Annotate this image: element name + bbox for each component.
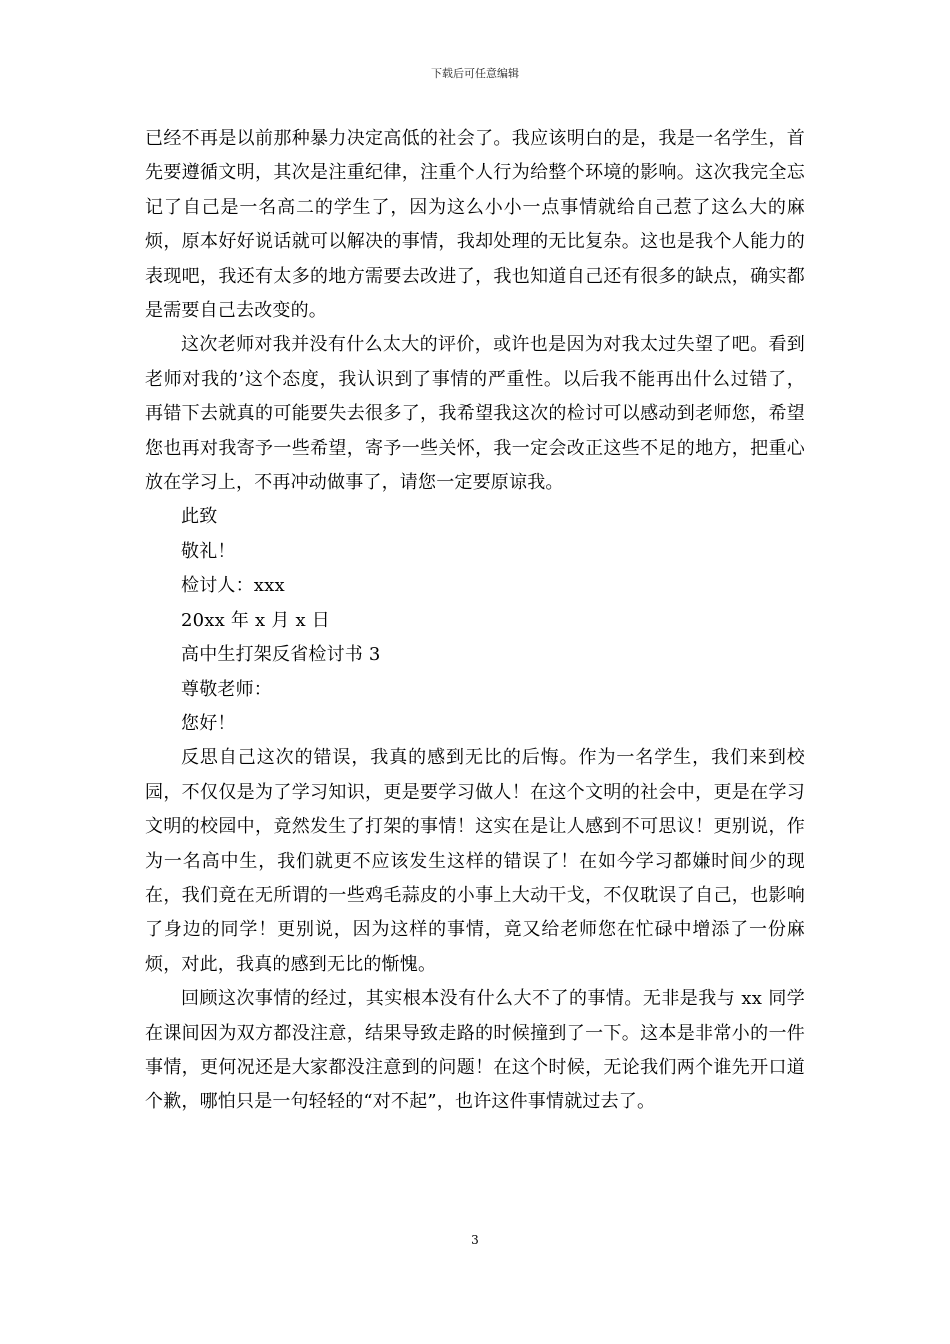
page-number: 3 xyxy=(471,1233,479,1247)
page-header: 下载后可任意编辑 xyxy=(431,67,519,80)
date-line: 20xx 年 x 月 x 日 xyxy=(181,609,330,631)
paragraph-teacher-evaluation: 这次老师对我并没有什么太大的评价，或许也是因为对我太过失望了吧。看到老师对我的’这个态度，我认识到了事情的严重性。以后我不能再出什么过错了，再错下去就真的可能要失去很多了，我希望我这次的检讨可以感动到老师您，希望您也再对我寄予一些希望，寄予一些关怀，我一定会改正这些不足的地方，把重心放在学习上，不再冲动做事了，请您一定要原谅我。 xyxy=(145,334,805,494)
paragraph-continuation: 已经不再是以前那种暴力决定高低的社会了。我应该明白的是，我是一名学生，首先要遵循文明，其次是注重纪律，注重个人行为给整个环境的影响。这次我完全忘记了自己是一名高二的学生了，因为这么小小一点事情就给自己惹了这么大的麻烦，原本好好说话就可以解决的事情，我却处理的无比复杂。这也是我个人能力的表现吧，我还有太多的地方需要去改进了，我也知道自己还有很多的缺点，确实都是需要自己去改变的。 xyxy=(145,128,805,322)
greeting-line: 您好！ xyxy=(181,712,236,734)
paragraph-reflection: 反思自己这次的错误，我真的感到无比的后悔。作为一名学生，我们来到校园，不仅仅是为了学习知识，更是要学习做人！在这个文明的社会中，更是在学习文明的校园中，竟然发生了打架的事情！这实在是让人感到不可思议！更别说，作为一名高中生，我们就更不应该发生这样的错误了！在如今学习都嫌时间少的现在，我们竟在无所谓的一些鸡毛蒜皮的小事上大动干戈，不仅耽误了自己，也影响了身边的同学！更别说，因为这样的事情，竟又给老师您在忙碌中增添了一份麻烦，对此，我真的感到无比的惭愧。 xyxy=(145,747,805,975)
closing-line-1: 此致 xyxy=(181,506,218,528)
paragraph-review: 回顾这次事情的经过，其实根本没有什么大不了的事情。无非是我与 xx 同学在课间因为双方都没注意，结果导致走路的时候撞到了一下。这本是非常小的一件事情，更何况还是大家都没注意到的问题！在这个时候，无论我们两个谁先开口道个歉，哪怕只是一句轻轻的“对不起”，也许这件事情就过去了。 xyxy=(145,988,805,1113)
section-title: 高中生打架反省检讨书 3 xyxy=(181,644,381,666)
signer-line: 检讨人：xxx xyxy=(181,575,285,597)
closing-line-2: 敬礼！ xyxy=(181,540,236,562)
salutation-line: 尊敬老师： xyxy=(181,678,272,700)
document-body xyxy=(145,122,805,1120)
